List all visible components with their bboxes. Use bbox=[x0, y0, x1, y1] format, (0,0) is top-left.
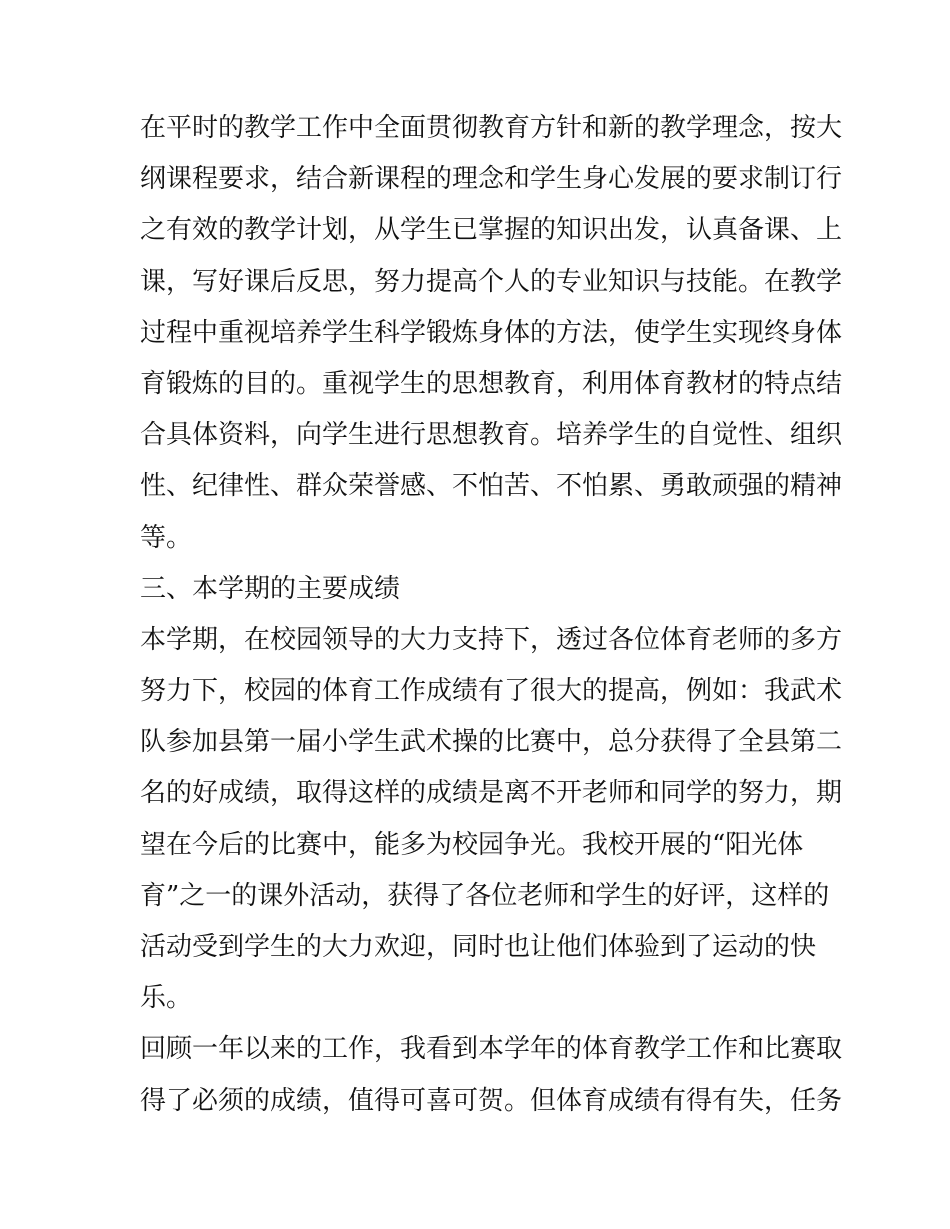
text-line: 望在今后的比赛中，能多为校园争光。我校开展的“阳光体 bbox=[140, 829, 804, 860]
text-line: 等。 bbox=[140, 522, 193, 553]
text-line: 在平时的教学工作中全面贯彻教育方针和新的教学理念，按大 bbox=[140, 113, 843, 143]
text-line: 性、纪律性、群众荣誉感、不怕苦、不怕累、勇敢顽强的精神 bbox=[140, 471, 843, 502]
text-line: 合具体资料，向学生进行思想教育。培养学生的自觉性、组织 bbox=[140, 420, 843, 451]
text-line: 纲课程要求，结合新课程的理念和学生身心发展的要求制订行 bbox=[140, 164, 843, 195]
text-line: 努力下，校园的体育工作成绩有了很大的提高，例如：我武术 bbox=[140, 676, 843, 707]
text-line: 乐。 bbox=[140, 983, 193, 1014]
text-line: 育锻炼的目的。重视学生的思想教育，利用体育教材的特点结 bbox=[140, 368, 843, 399]
document-body bbox=[140, 103, 843, 1127]
text-line: 回顾一年以来的工作，我看到本学年的体育教学工作和比赛取 bbox=[140, 1034, 843, 1065]
text-line: 得了必须的成绩，值得可喜可贺。但体育成绩有得有失，任务 bbox=[140, 1085, 843, 1116]
text-line: 之有效的教学计划，从学生已掌握的知识出发，认真备课、上 bbox=[140, 215, 843, 246]
section-heading: 三、本学期的主要成绩 bbox=[140, 573, 401, 604]
text-line: 课，写好课后反思，努力提高个人的专业知识与技能。在教学 bbox=[140, 266, 843, 297]
text-line: 队参加县第一届小学生武术操的比赛中，总分获得了全县第二 bbox=[140, 727, 843, 758]
text-line: 育”之一的课外活动，获得了各位老师和学生的好评，这样的 bbox=[140, 880, 830, 911]
text-line: 活动受到学生的大力欢迎，同时也让他们体验到了运动的快 bbox=[140, 932, 817, 962]
text-line: 本学期，在校园领导的大力支持下，透过各位体育老师的多方 bbox=[140, 624, 843, 655]
text-line: 过程中重视培养学生科学锻炼身体的方法，使学生实现终身体 bbox=[140, 317, 843, 348]
text-line: 名的好成绩，取得这样的成绩是离不开老师和同学的努力，期 bbox=[140, 778, 843, 809]
